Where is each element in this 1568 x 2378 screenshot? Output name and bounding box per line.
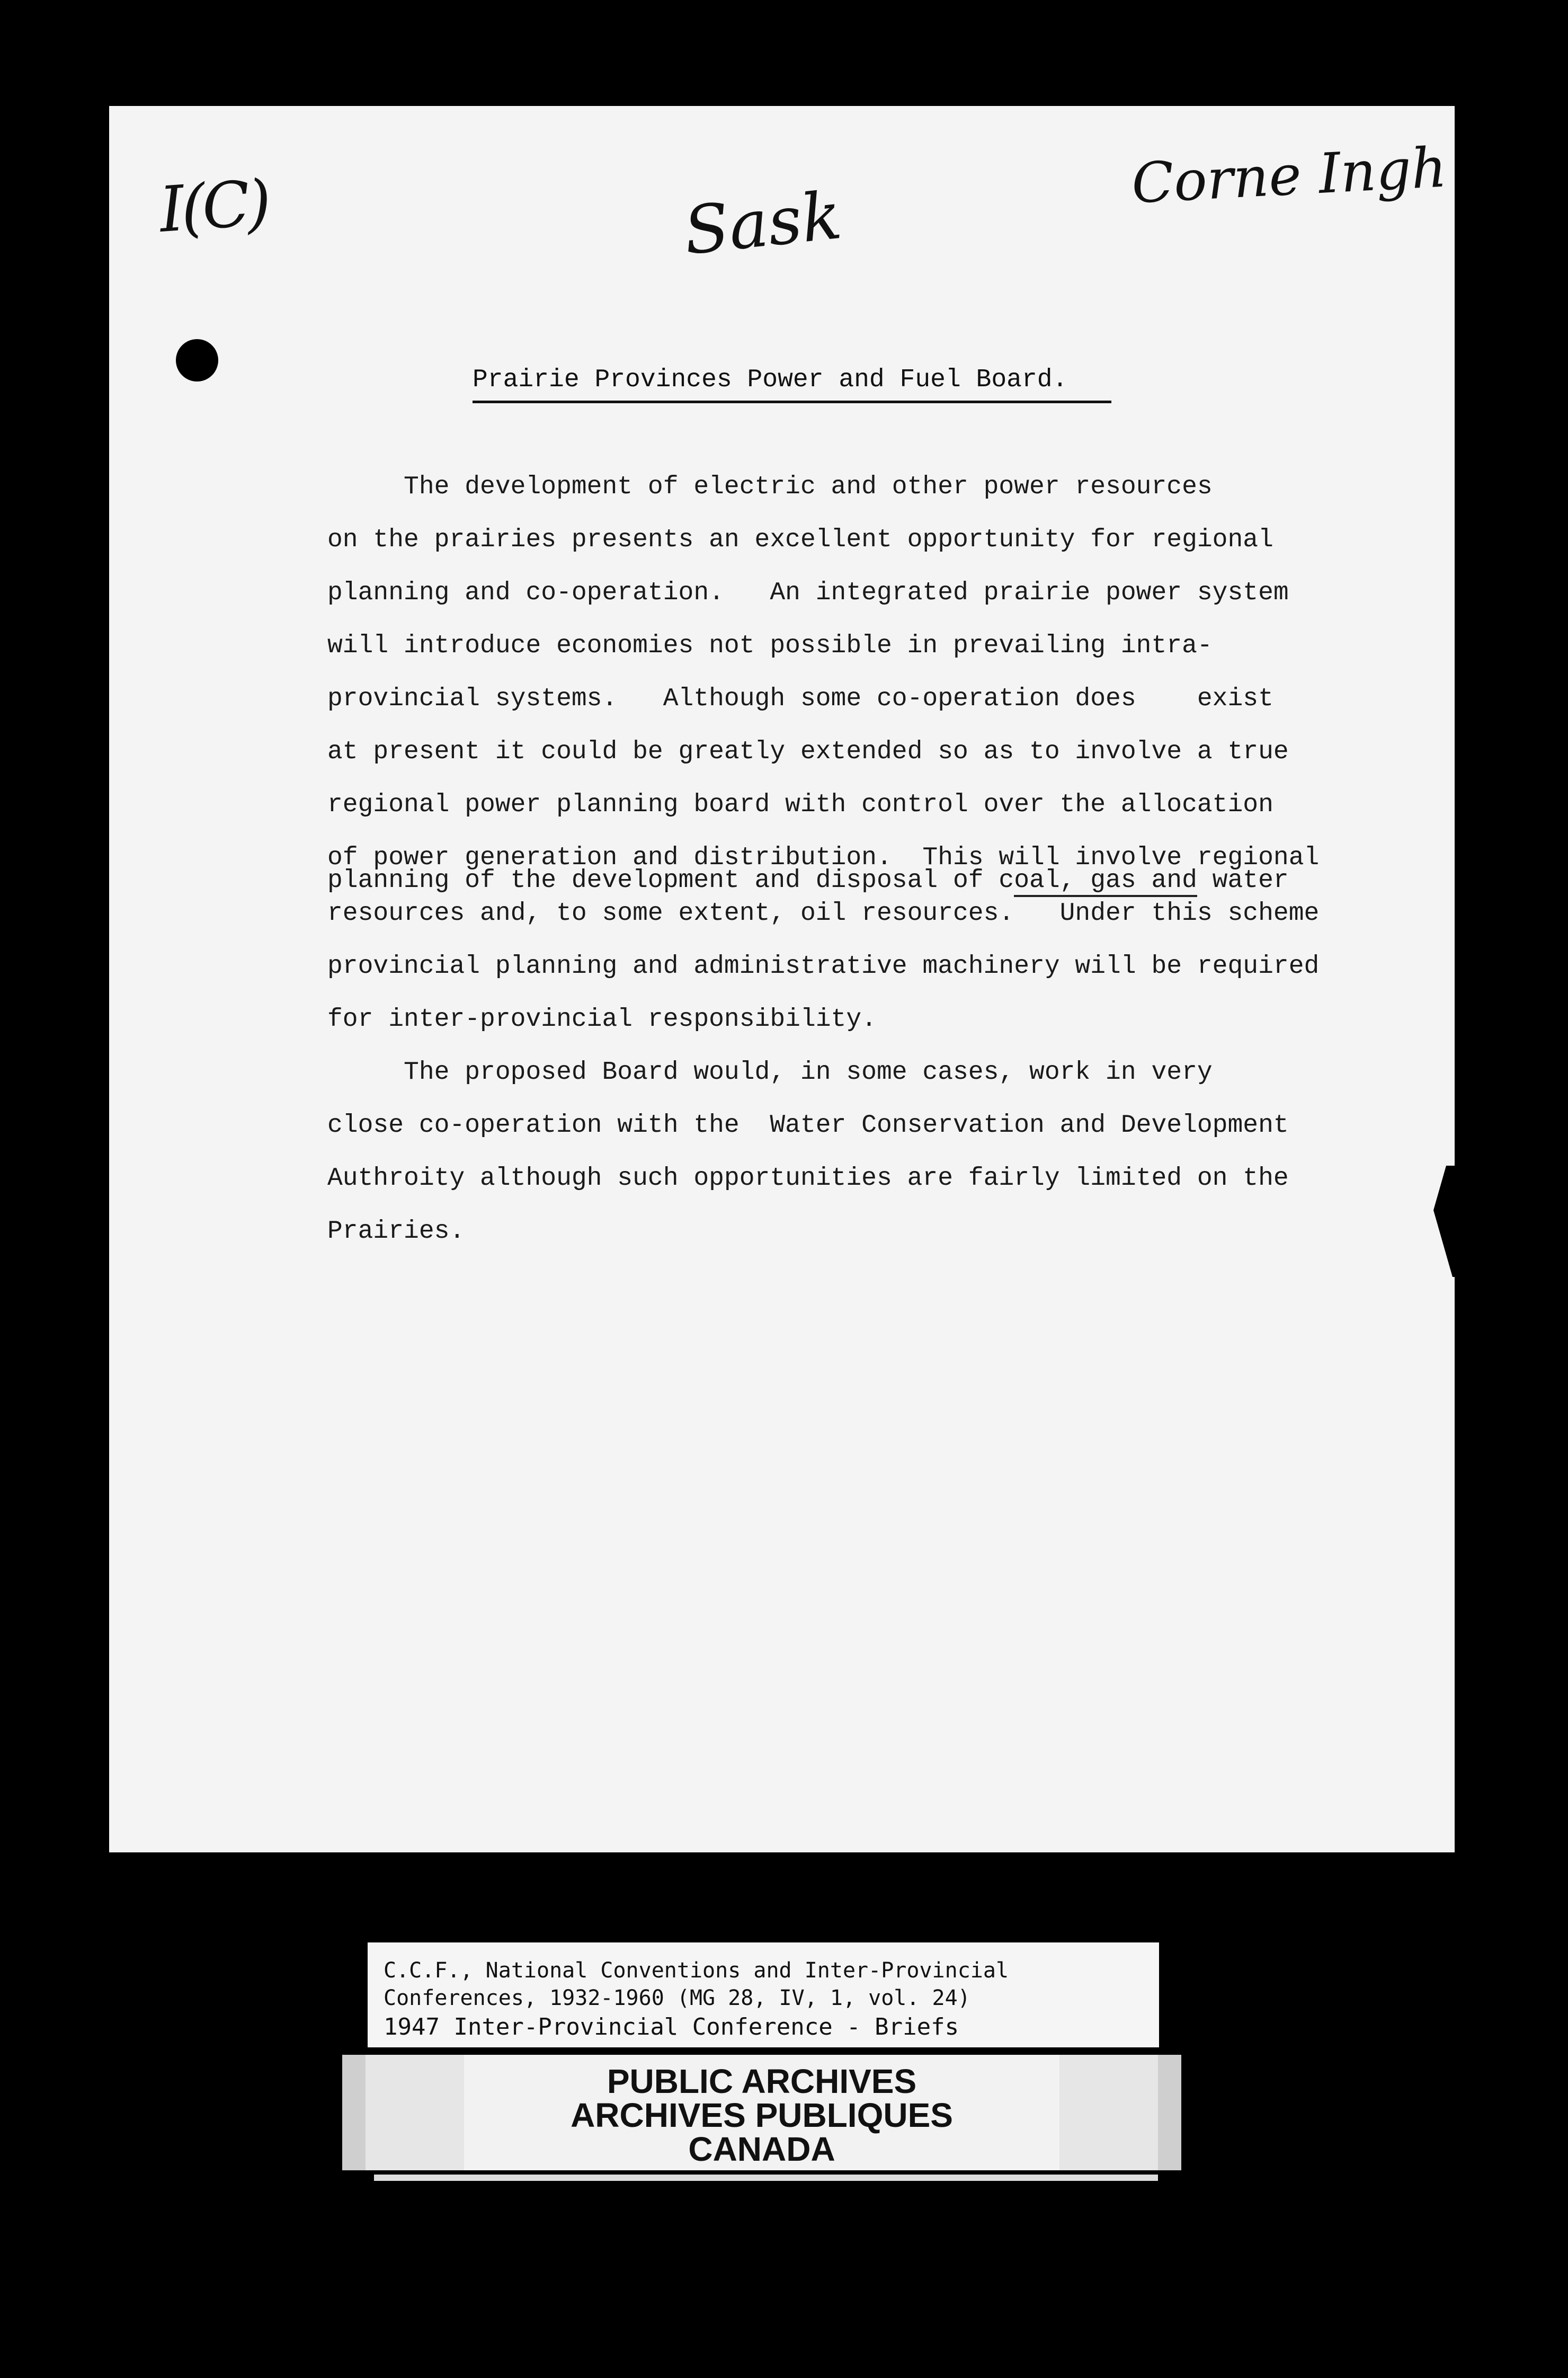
handwritten-mark-center: Sask <box>680 177 845 270</box>
body-line-11: provincial planning and administrative machinery will be required <box>327 952 1320 981</box>
title-underline <box>473 401 1111 403</box>
body-line-13: The proposed Board would, in some cases, work in very <box>327 1058 1213 1087</box>
body-line-5: provincial systems. Although some co-operation does exist <box>327 685 1273 713</box>
handwritten-mark-left: I(C) <box>157 166 271 246</box>
body-line-2: on the prairies presents an excellent opportunity for regional <box>327 526 1273 554</box>
underline-coal-gas <box>1014 895 1197 897</box>
archive-label-line-1: C.C.F., National Conventions and Inter-Provincial <box>384 1958 1009 1983</box>
stamp-text-panel <box>464 2055 1059 2170</box>
stamp-edge-right <box>1158 2055 1181 2170</box>
handwritten-mark-right: Corne Ingh <box>1130 135 1448 216</box>
body-line-14: close co-operation with the Water Conservation and Development <box>327 1111 1289 1140</box>
body-line-15: Authroity although such opportunities are fairly limited on the <box>327 1164 1289 1193</box>
punch-hole <box>176 339 218 381</box>
stamp-line-1: PUBLIC ARCHIVES <box>607 2062 917 2100</box>
page-edge-notch <box>1433 1166 1455 1277</box>
body-line-10: resources and, to some extent, oil resources. Under this scheme <box>327 899 1320 928</box>
body-line-3: planning and co-operation. An integrated prairie power system <box>327 579 1289 607</box>
body-line-7: regional power planning board with control over the allocation <box>327 791 1273 819</box>
archive-label <box>368 1942 1159 2047</box>
archives-stamp <box>342 2055 1181 2170</box>
archive-label-line-2: Conferences, 1932-1960 (MG 28, IV, 1, vol. 24) <box>384 1986 970 2010</box>
body-line-6: at present it could be greatly extended so as to involve a true <box>327 738 1289 766</box>
stamp-line-3: CANADA <box>688 2130 835 2168</box>
document-title: Prairie Provinces Power and Fuel Board. <box>473 366 1068 394</box>
stamp-line-2: ARCHIVES PUBLIQUES <box>571 2096 953 2134</box>
archive-label-line-3: 1947 Inter-Provincial Conference - Briefs <box>384 2013 959 2040</box>
body-line-1: The development of electric and other power resources <box>327 473 1213 501</box>
body-line-12: for inter-provincial responsibility. <box>327 1005 877 1034</box>
body-line-16: Prairies. <box>327 1217 465 1246</box>
document-page <box>109 106 1455 1852</box>
body-line-9: planning of the development and disposal of coal, gas and water <box>327 866 1289 895</box>
stamp-base-strip <box>374 2175 1158 2181</box>
body-line-8: of power generation and distribution. This will involve regional <box>327 844 1320 872</box>
stamp-edge-left <box>342 2055 366 2170</box>
body-line-4: will introduce economies not possible in prevailing intra- <box>327 632 1213 660</box>
